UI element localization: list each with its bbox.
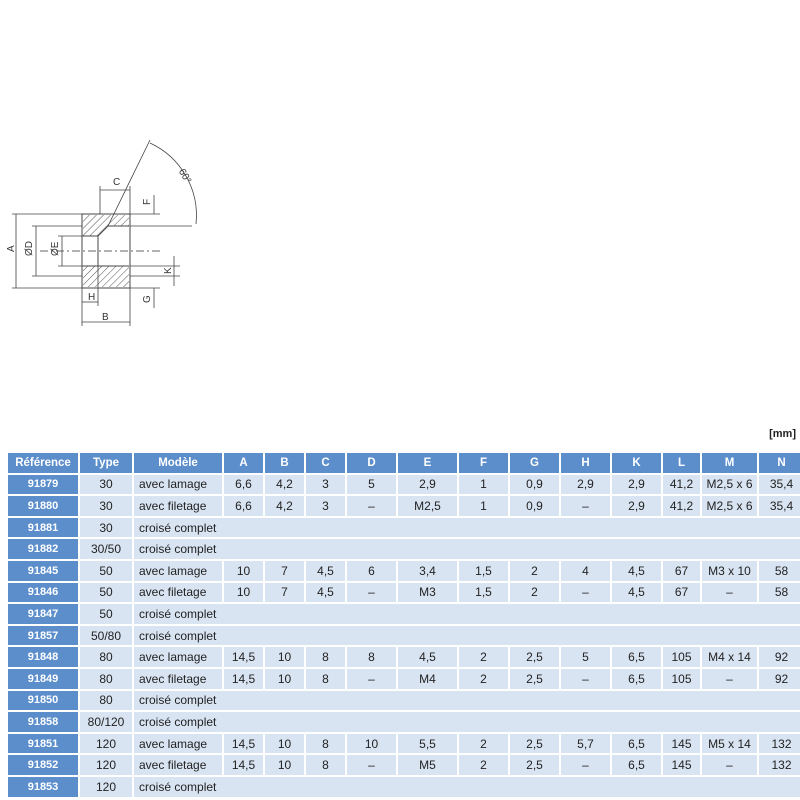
value-cell-c: 4,5 — [306, 583, 345, 603]
value-cell-f: 1,5 — [459, 561, 508, 581]
value-cell-h: – — [561, 669, 610, 689]
table-row — [8, 561, 800, 581]
value-cell-g: 0,9 — [510, 496, 559, 516]
model-cell: croisé complet — [134, 518, 800, 538]
value-cell-d: 6 — [347, 561, 396, 581]
reference-cell: 91845 — [8, 561, 78, 581]
value-cell-h: – — [561, 583, 610, 603]
table-row — [8, 734, 800, 754]
model-cell: croisé complet — [134, 712, 800, 732]
model-cell: avec lamage — [134, 561, 222, 581]
type-cell: 80 — [80, 647, 132, 667]
model-cell: croisé complet — [134, 691, 800, 711]
value-cell-a: 14,5 — [224, 734, 263, 754]
value-cell-d: – — [347, 496, 396, 516]
type-cell: 120 — [80, 777, 132, 797]
reference-cell: 91852 — [8, 755, 78, 775]
table-row — [8, 496, 800, 516]
value-cell-k: 6,5 — [612, 647, 661, 667]
dimension-lines — [12, 140, 196, 326]
unit-label: [mm] — [769, 428, 796, 440]
table-row — [8, 539, 800, 559]
value-cell-k: 6,5 — [612, 669, 661, 689]
value-cell-b: 10 — [265, 755, 304, 775]
value-cell-n: 132 — [759, 734, 800, 754]
model-cell: croisé complet — [134, 539, 800, 559]
reference-cell: 91851 — [8, 734, 78, 754]
value-cell-a: 6,6 — [224, 496, 263, 516]
value-cell-d: 10 — [347, 734, 396, 754]
reference-cell: 91858 — [8, 712, 78, 732]
value-cell-g: 2 — [510, 561, 559, 581]
value-cell-n: 58 — [759, 583, 800, 603]
label-h: H — [88, 292, 96, 303]
label-a: A — [6, 245, 17, 252]
value-cell-l: 145 — [663, 734, 700, 754]
value-cell-l: 41,2 — [663, 475, 700, 495]
label-g: G — [142, 295, 153, 303]
value-cell-k: 6,5 — [612, 755, 661, 775]
value-cell-m: – — [702, 669, 757, 689]
value-cell-b: 4,2 — [265, 475, 304, 495]
value-cell-g: 2,5 — [510, 734, 559, 754]
type-cell: 30 — [80, 496, 132, 516]
value-cell-g: 2 — [510, 583, 559, 603]
value-cell-m: M5 x 14 — [702, 734, 757, 754]
value-cell-c: 3 — [306, 496, 345, 516]
value-cell-h: 5,7 — [561, 734, 610, 754]
column-header: Type — [80, 453, 132, 473]
value-cell-m: – — [702, 583, 757, 603]
column-header: M — [702, 453, 757, 473]
value-cell-k: 2,9 — [612, 496, 661, 516]
model-cell: avec lamage — [134, 734, 222, 754]
value-cell-d: 8 — [347, 647, 396, 667]
type-cell: 50/80 — [80, 626, 132, 646]
value-cell-n: 58 — [759, 561, 800, 581]
value-cell-n: 132 — [759, 755, 800, 775]
reference-cell: 91848 — [8, 647, 78, 667]
column-header: C — [306, 453, 345, 473]
value-cell-n: 35,4 — [759, 496, 800, 516]
value-cell-n: 92 — [759, 669, 800, 689]
table-row — [8, 604, 800, 624]
value-cell-h: 4 — [561, 561, 610, 581]
type-cell: 80/120 — [80, 712, 132, 732]
value-cell-a: 6,6 — [224, 475, 263, 495]
value-cell-l: 67 — [663, 561, 700, 581]
value-cell-e: M3 — [398, 583, 457, 603]
value-cell-m: M3 x 10 — [702, 561, 757, 581]
value-cell-f: 2 — [459, 647, 508, 667]
value-cell-n: 35,4 — [759, 475, 800, 495]
column-header: Référence — [8, 453, 78, 473]
label-k: K — [163, 267, 174, 274]
value-cell-g: 2,5 — [510, 669, 559, 689]
table-row — [8, 647, 800, 667]
reference-cell: 91846 — [8, 583, 78, 603]
column-header: E — [398, 453, 457, 473]
value-cell-e: M2,5 — [398, 496, 457, 516]
value-cell-f: 2 — [459, 669, 508, 689]
value-cell-h: – — [561, 755, 610, 775]
value-cell-l: 145 — [663, 755, 700, 775]
value-cell-n: 92 — [759, 647, 800, 667]
value-cell-a: 14,5 — [224, 755, 263, 775]
value-cell-m: M2,5 x 6 — [702, 496, 757, 516]
model-cell: avec lamage — [134, 647, 222, 667]
value-cell-a: 14,5 — [224, 669, 263, 689]
value-cell-k: 4,5 — [612, 583, 661, 603]
value-cell-e: 4,5 — [398, 647, 457, 667]
value-cell-e: 2,9 — [398, 475, 457, 495]
label-f: F — [142, 198, 153, 205]
type-cell: 50 — [80, 583, 132, 603]
type-cell: 120 — [80, 734, 132, 754]
value-cell-e: M4 — [398, 669, 457, 689]
type-cell: 80 — [80, 691, 132, 711]
value-cell-f: 2 — [459, 755, 508, 775]
value-cell-b: 4,2 — [265, 496, 304, 516]
value-cell-d: – — [347, 583, 396, 603]
type-cell: 30 — [80, 518, 132, 538]
table-row — [8, 626, 800, 646]
value-cell-b: 10 — [265, 734, 304, 754]
value-cell-g: 2,5 — [510, 647, 559, 667]
value-cell-a: 10 — [224, 583, 263, 603]
value-cell-c: 4,5 — [306, 561, 345, 581]
model-cell: avec filetage — [134, 755, 222, 775]
column-header: A — [224, 453, 263, 473]
table-row — [8, 712, 800, 732]
reference-cell: 91850 — [8, 691, 78, 711]
type-cell: 50 — [80, 561, 132, 581]
dimension-table — [6, 451, 800, 799]
value-cell-m: M2,5 x 6 — [702, 475, 757, 495]
table-row — [8, 518, 800, 538]
value-cell-l: 105 — [663, 669, 700, 689]
label-c: C — [113, 177, 121, 188]
label-angle: 60° — [175, 167, 194, 186]
value-cell-a: 14,5 — [224, 647, 263, 667]
column-header: D — [347, 453, 396, 473]
value-cell-b: 10 — [265, 647, 304, 667]
label-e: ØE — [50, 241, 61, 256]
value-cell-d: – — [347, 755, 396, 775]
table-row — [8, 475, 800, 495]
label-b: B — [102, 312, 109, 323]
value-cell-g: 0,9 — [510, 475, 559, 495]
table-row — [8, 669, 800, 689]
value-cell-k: 6,5 — [612, 734, 661, 754]
label-d: ØD — [24, 241, 35, 256]
value-cell-l: 105 — [663, 647, 700, 667]
value-cell-k: 4,5 — [612, 561, 661, 581]
value-cell-m: – — [702, 755, 757, 775]
value-cell-c: 8 — [306, 647, 345, 667]
table-row — [8, 755, 800, 775]
value-cell-f: 1,5 — [459, 583, 508, 603]
model-cell: croisé complet — [134, 604, 800, 624]
table-row — [8, 691, 800, 711]
value-cell-c: 3 — [306, 475, 345, 495]
value-cell-f: 2 — [459, 734, 508, 754]
value-cell-l: 41,2 — [663, 496, 700, 516]
reference-cell: 91881 — [8, 518, 78, 538]
reference-cell: 91882 — [8, 539, 78, 559]
value-cell-m: M4 x 14 — [702, 647, 757, 667]
column-header: L — [663, 453, 700, 473]
column-header: B — [265, 453, 304, 473]
column-header: F — [459, 453, 508, 473]
model-cell: avec filetage — [134, 669, 222, 689]
value-cell-f: 1 — [459, 475, 508, 495]
value-cell-e: 5,5 — [398, 734, 457, 754]
value-cell-d: – — [347, 669, 396, 689]
value-cell-g: 2,5 — [510, 755, 559, 775]
value-cell-f: 1 — [459, 496, 508, 516]
value-cell-e: 3,4 — [398, 561, 457, 581]
value-cell-h: 5 — [561, 647, 610, 667]
table-row — [8, 583, 800, 603]
reference-cell: 91847 — [8, 604, 78, 624]
table-row — [8, 777, 800, 797]
reference-cell: 91857 — [8, 626, 78, 646]
model-cell: avec filetage — [134, 496, 222, 516]
type-cell: 50 — [80, 604, 132, 624]
type-cell: 30/50 — [80, 539, 132, 559]
column-header: Modèle — [134, 453, 222, 473]
reference-cell: 91853 — [8, 777, 78, 797]
model-cell: avec lamage — [134, 475, 222, 495]
value-cell-c: 8 — [306, 669, 345, 689]
value-cell-b: 10 — [265, 669, 304, 689]
column-header: G — [510, 453, 559, 473]
header-row — [8, 453, 800, 473]
value-cell-b: 7 — [265, 583, 304, 603]
type-cell: 30 — [80, 475, 132, 495]
column-header: H — [561, 453, 610, 473]
type-cell: 80 — [80, 669, 132, 689]
value-cell-k: 2,9 — [612, 475, 661, 495]
value-cell-h: 2,9 — [561, 475, 610, 495]
value-cell-d: 5 — [347, 475, 396, 495]
reference-cell: 91880 — [8, 496, 78, 516]
value-cell-c: 8 — [306, 755, 345, 775]
model-cell: avec filetage — [134, 583, 222, 603]
column-header: K — [612, 453, 661, 473]
value-cell-c: 8 — [306, 734, 345, 754]
column-header: N — [759, 453, 800, 473]
reference-cell: 91879 — [8, 475, 78, 495]
value-cell-h: – — [561, 496, 610, 516]
type-cell: 120 — [80, 755, 132, 775]
value-cell-l: 67 — [663, 583, 700, 603]
value-cell-b: 7 — [265, 561, 304, 581]
value-cell-e: M5 — [398, 755, 457, 775]
reference-cell: 91849 — [8, 669, 78, 689]
model-cell: croisé complet — [134, 777, 800, 797]
value-cell-a: 10 — [224, 561, 263, 581]
model-cell: croisé complet — [134, 626, 800, 646]
